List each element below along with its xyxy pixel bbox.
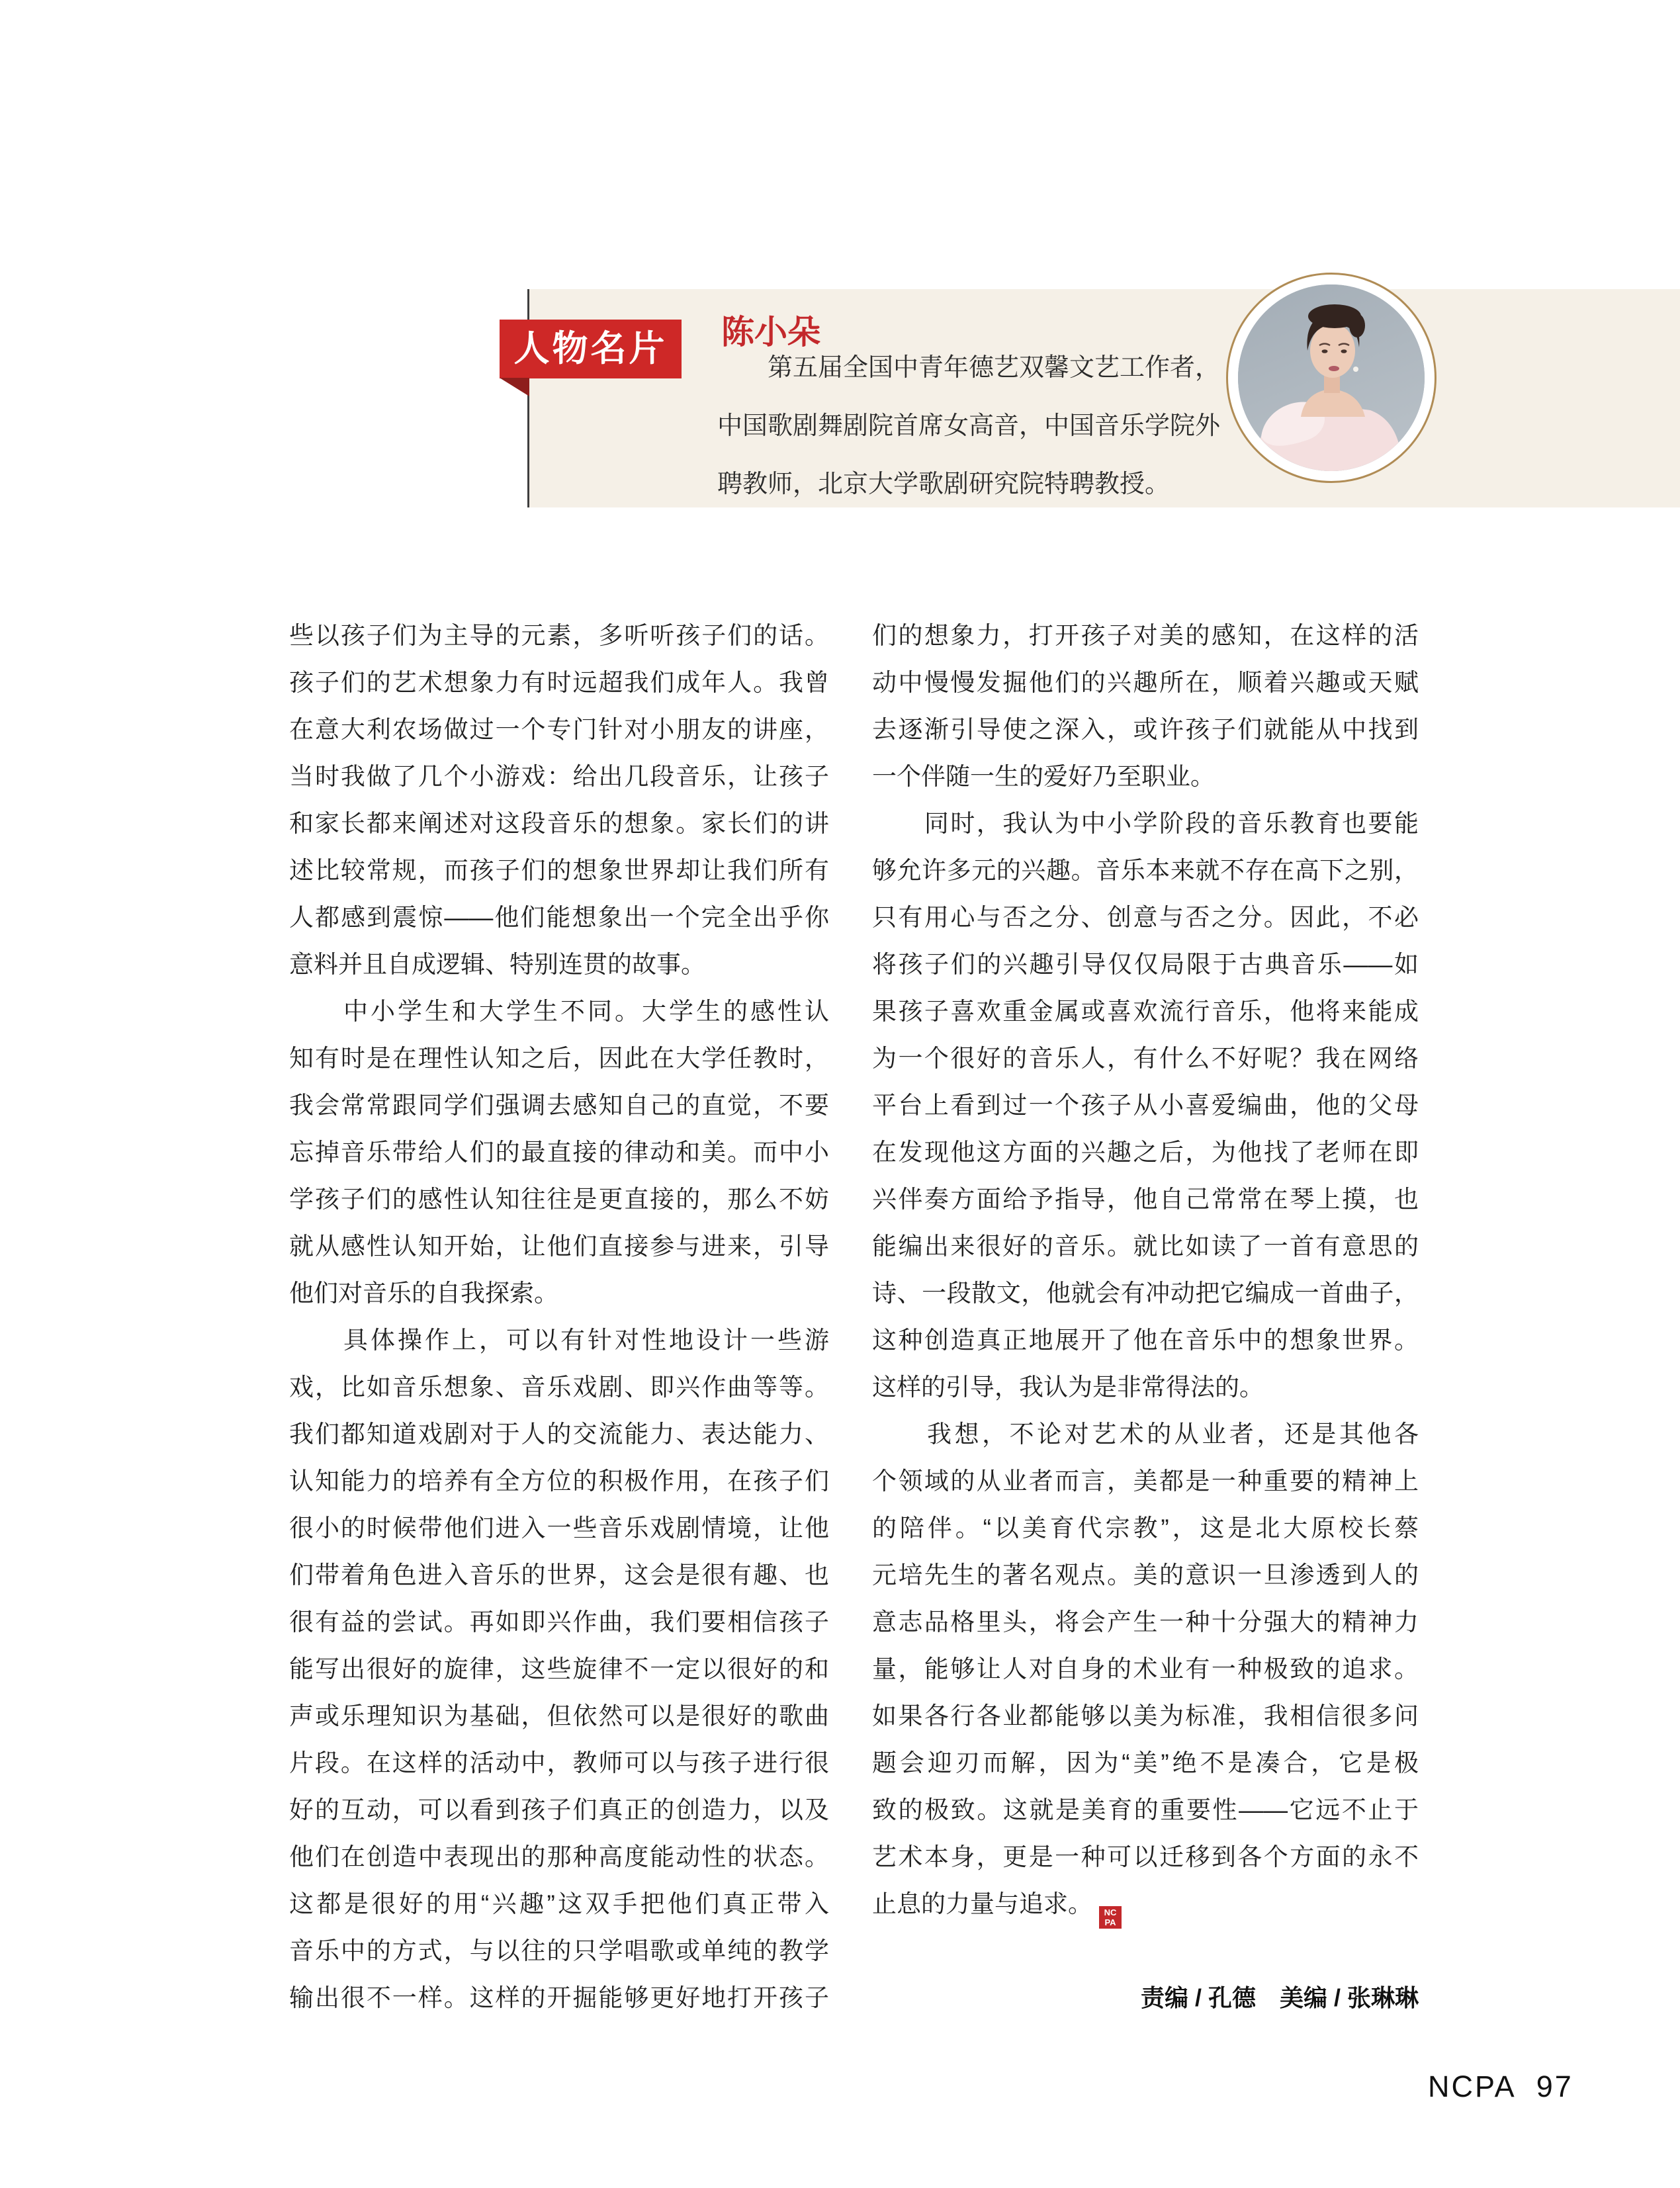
text-line: 我想，不论对艺术的从业者，还是其他各 (872, 1421, 1419, 1448)
portrait-illustration (1238, 284, 1425, 471)
text-line: 音乐中的方式，与以往的只学唱歌或单纯的教学 (289, 1937, 829, 1964)
text-line: 中小学生和大学生不同。大学生的感性认 (289, 998, 829, 1025)
text-line: 题会迎刃而解，因为“美”绝不是凑合，它是极 (872, 1749, 1419, 1776)
article-right-column (872, 612, 1419, 1927)
text-line: 兴伴奏方面给予指导，他自己常常在琴上摸，也 (872, 1186, 1419, 1213)
text-line: 止息的力量与追求。 NC PA (872, 1880, 1419, 1927)
text-line: 这样的引导，我认为是非常得法的。 (872, 1374, 1264, 1401)
text-line: 些以孩子们为主导的元素，多听听孩子们的话。 (289, 622, 829, 649)
text-line: 我会常常跟同学们强调去感知自己的直觉，不要 (289, 1092, 829, 1119)
ribbon-fold (500, 378, 529, 396)
text-line: 意志品格里头，将会产生一种十分强大的精神力 (872, 1608, 1419, 1636)
text-line: 艺术本身，更是一种可以迁移到各个方面的永不 (872, 1843, 1419, 1870)
text-line: 具体操作上，可以有针对性地设计一些游 (289, 1327, 829, 1354)
text-line: 够允许多元的兴趣。音乐本来就不存在高下之别， (872, 857, 1419, 884)
profile-card-ribbon (500, 320, 682, 378)
text-line: 元培先生的著名观点。美的意识一旦渗透到人的 (872, 1561, 1419, 1589)
text-line: 很有益的尝试。再如即兴作曲，我们要相信孩子 (289, 1608, 829, 1636)
text-line: 片段。在这样的活动中，教师可以与孩子进行很 (289, 1749, 829, 1776)
text-line: 当时我做了几个小游戏：给出几段音乐，让孩子 (289, 763, 829, 790)
ncpa-end-mark-icon: NC PA (1099, 1906, 1122, 1929)
text-line: 戏，比如音乐想象、音乐戏剧、即兴作曲等等。 (289, 1374, 829, 1401)
text-line: 输出很不一样。这样的开掘能够更好地打开孩子 (289, 1984, 829, 2011)
text-line: 中国歌剧舞剧院首席女高音，中国音乐学院外 (717, 412, 1221, 440)
text-line: 意料并且自成逻辑、特别连贯的故事。 (289, 951, 705, 978)
profile-photo (1238, 284, 1425, 471)
text-line: 的陪伴。“以美育代宗教”，这是北大原校长蔡 (872, 1514, 1419, 1542)
text-line: 很小的时候带他们进入一些音乐戏剧情境，让他 (289, 1514, 829, 1542)
person-name: 陈小朵 (721, 314, 820, 351)
text-line: 去逐渐引导使之深入，或许孩子们就能从中找到 (872, 716, 1419, 743)
text-line: 为一个很好的音乐人，有什么不好呢？我在网络 (872, 1045, 1419, 1072)
page-footer (1428, 2070, 1573, 2104)
text-line: 他们对音乐的自我探索。 (289, 1280, 558, 1307)
text-line: 在发现他这方面的兴趣之后，为他找了老师在即 (872, 1139, 1419, 1166)
text-line: 在意大利农场做过一个专门针对小朋友的讲座， (289, 716, 829, 743)
text-line: 第五届全国中青年德艺双馨文艺工作者， (717, 354, 1221, 382)
profile-photo-frame (1226, 273, 1437, 483)
text-line: 同时，我认为中小学阶段的音乐教育也要能 (872, 810, 1419, 837)
text-line: 致的极致。这就是美育的重要性——它远不止于 (872, 1796, 1419, 1823)
text-line: 这都是很好的用“兴趣”这双手把他们真正带入 (289, 1890, 829, 1917)
text-line: 们带着角色进入音乐的世界，这会是很有趣、也 (289, 1561, 829, 1589)
text-line: 能写出很好的旋律，这些旋律不一定以很好的和 (289, 1655, 829, 1683)
text-line: 和家长都来阐述对这段音乐的想象。家长们的讲 (289, 810, 829, 837)
text-line: 人都感到震惊——他们能想象出一个完全出乎你 (289, 904, 829, 931)
page-number: 97 (1536, 2070, 1573, 2103)
text-line: 忘掉音乐带给人们的最直接的律动和美。而中小 (289, 1139, 829, 1166)
text-line: 述比较常规，而孩子们的想象世界却让我们所有 (289, 857, 829, 884)
text-line: 果孩子喜欢重金属或喜欢流行音乐，他将来能成 (872, 998, 1419, 1025)
text-line: 一个伴随一生的爱好乃至职业。 (872, 763, 1215, 790)
text-line: 孩子们的艺术想象力有时远超我们成年人。我曾 (289, 669, 829, 696)
text-line: 诗、一段散文，他就会有冲动把它编成一首曲子， (872, 1280, 1419, 1307)
text-line: 们的想象力，打开孩子对美的感知，在这样的活 (872, 622, 1419, 649)
text-line: 学孩子们的感性认知往往是更直接的，那么不妨 (289, 1186, 829, 1213)
text-line: 认知能力的培养有全方位的积极作用，在孩子们 (289, 1467, 829, 1495)
text-line: 动中慢慢发掘他们的兴趣所在，顺着兴趣或天赋 (872, 669, 1419, 696)
editor-credits: 责编 / 孔德 美编 / 张琳琳 (1140, 1984, 1419, 2011)
text-line: 只有用心与否之分、创意与否之分。因此，不必 (872, 904, 1419, 931)
text-line: 能编出来很好的音乐。就比如读了一首有意思的 (872, 1233, 1419, 1260)
text-line: 平台上看到过一个孩子从小喜爱编曲，他的父母 (872, 1092, 1419, 1119)
text-line: 量，能够让人对自身的术业有一种极致的追求。 (872, 1655, 1419, 1683)
text-line: 如果各行各业都能够以美为标准，我相信很多问 (872, 1702, 1419, 1729)
text-line: 聘教师，北京大学歌剧研究院特聘教授。 (717, 470, 1171, 498)
text-line: 知有时是在理性认知之后，因此在大学任教时， (289, 1045, 829, 1072)
text-line: 好的互动，可以看到孩子们真正的创造力，以及 (289, 1796, 829, 1823)
text-line: 将孩子们的兴趣引导仅仅局限于古典音乐——如 (872, 951, 1419, 978)
person-bio (717, 339, 1229, 513)
text-line: 声或乐理知识为基础，但依然可以是很好的歌曲 (289, 1702, 829, 1729)
text-line: 就从感性认知开始，让他们直接参与进来，引导 (289, 1233, 829, 1260)
text-line: 我们都知道戏剧对于人的交流能力、表达能力、 (289, 1421, 829, 1448)
text-line: 他们在创造中表现出的那种高度能动性的状态。 (289, 1843, 829, 1870)
text-line: 个领域的从业者而言，美都是一种重要的精神上 (872, 1467, 1419, 1495)
brand-label: NCPA (1428, 2070, 1517, 2103)
profile-card-label: 人物名片 (513, 329, 668, 369)
text-line: 这种创造真正地展开了他在音乐中的想象世界。 (872, 1327, 1419, 1354)
article-left-column (289, 612, 829, 2021)
